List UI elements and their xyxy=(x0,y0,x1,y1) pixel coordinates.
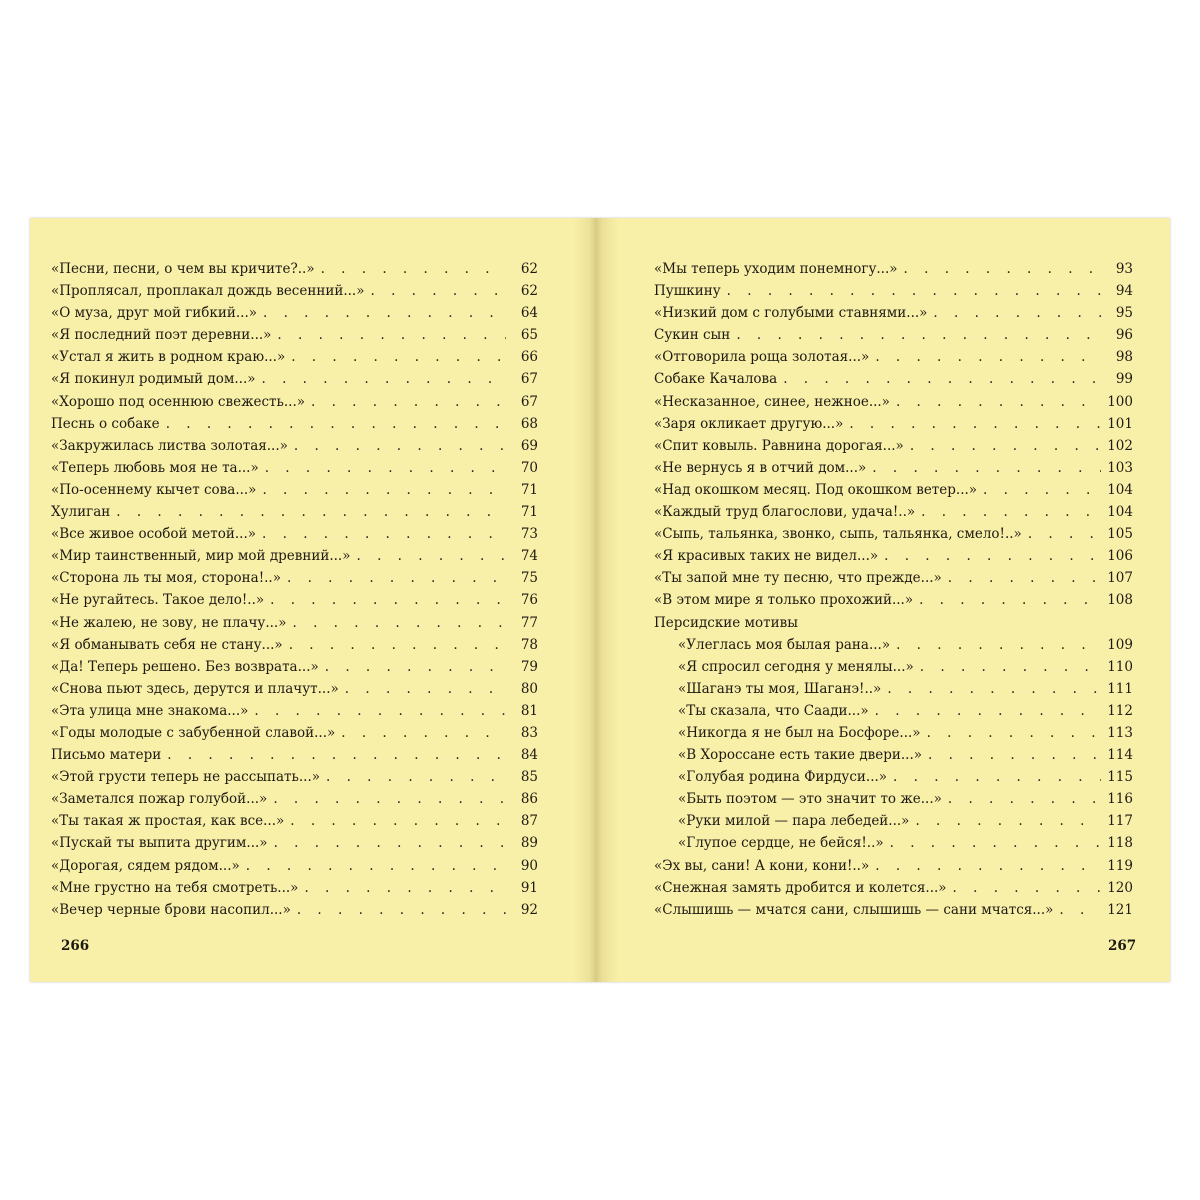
toc-entry xyxy=(51,324,538,346)
toc-entry-page-number: 116 xyxy=(1107,791,1133,808)
toc-entry-title: «Снежная замять дробится и колется...» xyxy=(654,879,947,896)
toc-entry-title: «Не вернусь я в отчий дом...» xyxy=(654,459,867,476)
toc-entry xyxy=(51,457,538,479)
toc-entry xyxy=(654,899,1133,921)
toc-entry xyxy=(654,258,1133,280)
toc-entry-title: «Сторона ль ты моя, сторона!..» xyxy=(51,570,281,587)
right-page xyxy=(654,258,1133,978)
toc-entry-page-number: 76 xyxy=(520,592,538,609)
toc-dot-leader xyxy=(254,700,506,722)
toc-dot-leader xyxy=(910,435,1101,457)
toc-entry xyxy=(51,766,538,788)
toc-entry-title: «Вечер черные брови насопил...» xyxy=(51,901,291,918)
toc-entry xyxy=(654,302,1133,324)
toc-entry xyxy=(654,545,1133,567)
toc-entry-title: «Несказанное, синее, нежное...» xyxy=(654,393,890,410)
toc-dot-leader xyxy=(904,258,1101,280)
toc-entry xyxy=(51,899,538,921)
toc-entry-page-number: 106 xyxy=(1107,548,1133,565)
toc-entry xyxy=(51,479,538,501)
toc-dot-leader xyxy=(928,744,1101,766)
toc-dot-leader xyxy=(167,744,506,766)
book-gutter xyxy=(574,218,618,982)
toc-entry xyxy=(654,810,1133,832)
toc-entry-title: Персидские мотивы xyxy=(654,614,798,631)
toc-entry-page-number: 118 xyxy=(1107,835,1133,852)
toc-entry-title: «Все живое особой метой...» xyxy=(51,526,257,543)
toc-entry-page-number: 114 xyxy=(1107,747,1133,764)
toc-entry xyxy=(51,523,538,545)
toc-dot-leader xyxy=(927,722,1101,744)
toc-entry-title: «Дорогая, сядем рядом...» xyxy=(51,857,240,874)
toc-entry-page-number: 110 xyxy=(1107,658,1133,675)
toc-entry-page-number: 90 xyxy=(520,857,538,874)
toc-entry-title: «В этом мире я только прохожий...» xyxy=(654,592,914,609)
toc-dot-leader xyxy=(273,788,506,810)
left-page-number: 266 xyxy=(61,938,90,954)
toc-entry xyxy=(51,656,538,678)
toc-dot-leader xyxy=(326,766,506,788)
toc-dot-leader xyxy=(263,302,506,324)
toc-dot-leader xyxy=(875,346,1101,368)
toc-entry xyxy=(654,457,1133,479)
toc-entry-page-number: 74 xyxy=(520,548,538,565)
toc-entry-title: «О муза, друг мой гибкий...» xyxy=(51,305,258,322)
toc-entry-page-number: 91 xyxy=(520,879,538,896)
toc-entry-title: «По-осеннему кычет сова...» xyxy=(51,481,257,498)
toc-entry-title: «Проплясал, проплакал дождь весенний...» xyxy=(51,283,365,300)
toc-dot-leader xyxy=(1059,899,1101,921)
toc-entry-page-number: 62 xyxy=(520,261,538,277)
toc-entry xyxy=(51,700,538,722)
toc-dot-leader xyxy=(727,280,1101,302)
toc-entry-page-number: 104 xyxy=(1107,481,1133,498)
toc-entry-title: Собаке Качалова xyxy=(654,371,778,388)
toc-entry xyxy=(654,700,1133,722)
toc-dot-leader xyxy=(262,368,506,390)
toc-entry-title: «Глупое сердце, не бейся!..» xyxy=(678,835,884,852)
toc-dot-leader xyxy=(325,656,506,678)
left-toc-list xyxy=(51,258,538,921)
toc-entry xyxy=(51,612,538,634)
toc-entry-title: «Мир таинственный, мир мой древний...» xyxy=(51,548,351,565)
toc-entry-title: «Ты сказала, что Саади...» xyxy=(678,702,869,719)
toc-entry xyxy=(51,744,538,766)
toc-entry xyxy=(654,567,1133,589)
toc-entry-page-number: 92 xyxy=(520,901,538,918)
toc-entry xyxy=(654,788,1133,810)
toc-entry xyxy=(51,302,538,324)
toc-dot-leader xyxy=(262,479,506,501)
toc-dot-leader xyxy=(875,855,1101,877)
toc-entry-title: «Я последний поэт деревни...» xyxy=(51,327,272,344)
toc-entry-title: «Низкий дом с голубыми ставнями...» xyxy=(654,305,928,322)
toc-dot-leader xyxy=(166,413,506,435)
toc-entry-title: «Мы теперь уходим понемногу...» xyxy=(654,261,898,277)
toc-entry-page-number: 89 xyxy=(520,835,538,852)
toc-dot-leader xyxy=(896,634,1101,656)
toc-entry-title: «Отговорила роща золотая...» xyxy=(654,349,870,366)
toc-entry-title: «В Хороссане есть такие двери...» xyxy=(678,747,922,764)
toc-dot-leader xyxy=(736,324,1101,346)
toc-entry-page-number: 109 xyxy=(1107,636,1133,653)
toc-entry-title: «Ты запой мне ту песню, что прежде...» xyxy=(654,570,942,587)
toc-entry-page-number: 121 xyxy=(1107,901,1133,918)
toc-entry xyxy=(654,479,1133,501)
toc-entry-title: «Каждый труд благослови, удача!..» xyxy=(654,504,916,521)
toc-entry xyxy=(51,280,538,302)
toc-entry-page-number: 103 xyxy=(1107,459,1133,476)
toc-entry-title: «Я обманывать себя не стану...» xyxy=(51,636,283,653)
toc-entry xyxy=(654,435,1133,457)
toc-entry-title: «Заря окликает другую...» xyxy=(654,415,844,432)
toc-entry xyxy=(51,567,538,589)
toc-entry xyxy=(654,855,1133,877)
toc-entry xyxy=(654,832,1133,854)
toc-entry-page-number: 113 xyxy=(1107,724,1133,741)
toc-entry xyxy=(51,634,538,656)
toc-entry-title: «Хорошо под осеннюю свежесть...» xyxy=(51,393,306,410)
toc-entry-page-number: 64 xyxy=(520,305,538,322)
toc-dot-leader xyxy=(311,391,506,413)
toc-entry-title: «Я покинул родимый дом...» xyxy=(51,371,256,388)
toc-entry xyxy=(51,877,538,899)
toc-dot-leader xyxy=(921,501,1101,523)
toc-entry xyxy=(654,678,1133,700)
toc-entry-title: Хулиган xyxy=(51,504,111,521)
toc-dot-leader xyxy=(274,832,506,854)
toc-dot-leader xyxy=(915,810,1101,832)
toc-dot-leader xyxy=(291,346,506,368)
toc-entry-title: «Эта улица мне знакома...» xyxy=(51,702,249,719)
toc-entry-title: «Я спросил сегодня у менялы...» xyxy=(678,658,914,675)
toc-entry-page-number: 66 xyxy=(520,349,538,366)
toc-entry-page-number: 93 xyxy=(1115,261,1133,277)
toc-entry xyxy=(51,258,538,280)
toc-entry-title: «Сыпь, тальянка, звонко, сыпь, тальянка, смело!..» xyxy=(654,526,1022,543)
toc-entry xyxy=(654,589,1133,611)
toc-dot-leader xyxy=(884,545,1101,567)
toc-entry xyxy=(654,324,1133,346)
toc-dot-leader xyxy=(893,766,1101,788)
toc-entry-page-number: 119 xyxy=(1107,857,1133,874)
toc-entry-page-number: 115 xyxy=(1107,769,1133,786)
toc-entry-title: «Не жалею, не зову, не плачу...» xyxy=(51,614,287,631)
toc-entry xyxy=(51,855,538,877)
toc-dot-leader xyxy=(783,368,1101,390)
toc-entry-page-number: 71 xyxy=(520,481,538,498)
toc-entry-title: «Эх вы, сани! А кони, кони!..» xyxy=(654,857,870,874)
toc-entry xyxy=(654,280,1133,302)
toc-entry xyxy=(51,678,538,700)
toc-dot-leader xyxy=(292,612,506,634)
toc-dot-leader xyxy=(262,523,506,545)
toc-dot-leader xyxy=(287,567,506,589)
toc-dot-leader xyxy=(277,324,506,346)
toc-entry-page-number: 84 xyxy=(520,747,538,764)
toc-dot-leader xyxy=(321,258,506,280)
toc-entry-title: Письмо матери xyxy=(51,747,162,764)
toc-dot-leader xyxy=(341,722,506,744)
toc-dot-leader xyxy=(948,567,1101,589)
toc-entry-page-number: 62 xyxy=(520,283,538,300)
toc-entry xyxy=(51,788,538,810)
toc-dot-leader xyxy=(953,877,1101,899)
toc-dot-leader xyxy=(896,391,1101,413)
toc-entry xyxy=(51,346,538,368)
toc-entry-title: Сукин сын xyxy=(654,327,731,344)
toc-entry-title: «Теперь любовь моя не та...» xyxy=(51,459,259,476)
toc-entry-title: «Спит ковыль. Равнина дорогая...» xyxy=(654,437,904,454)
toc-entry-page-number: 94 xyxy=(1115,283,1133,300)
toc-entry xyxy=(654,368,1133,390)
toc-entry-page-number: 70 xyxy=(520,459,538,476)
toc-entry-title: «Устал я жить в родном краю...» xyxy=(51,349,286,366)
toc-dot-leader xyxy=(1028,523,1101,545)
toc-dot-leader xyxy=(887,678,1101,700)
toc-dot-leader xyxy=(294,435,506,457)
toc-entry-title: «Заметался пожар голубой...» xyxy=(51,791,268,808)
right-page-number: 267 xyxy=(1108,938,1137,954)
toc-entry-page-number: 78 xyxy=(520,636,538,653)
toc-entry-page-number: 67 xyxy=(520,393,538,410)
toc-section-heading xyxy=(654,612,1133,634)
toc-entry xyxy=(654,523,1133,545)
toc-entry-title: «Улеглась моя былая рана...» xyxy=(678,636,891,653)
toc-entry-title: Песнь о собаке xyxy=(51,415,160,432)
toc-entry xyxy=(51,589,538,611)
toc-entry xyxy=(654,346,1133,368)
toc-entry-title: «Над окошком месяц. Под окошком ветер...» xyxy=(654,481,978,498)
toc-entry-page-number: 75 xyxy=(520,570,538,587)
toc-entry xyxy=(51,435,538,457)
toc-dot-leader xyxy=(948,788,1101,810)
toc-entry-page-number: 77 xyxy=(520,614,538,631)
toc-dot-leader xyxy=(920,656,1101,678)
toc-entry-page-number: 105 xyxy=(1107,526,1133,543)
toc-entry-page-number: 117 xyxy=(1107,813,1133,830)
toc-entry xyxy=(654,744,1133,766)
toc-dot-leader xyxy=(370,280,506,302)
toc-entry xyxy=(51,501,538,523)
toc-dot-leader xyxy=(289,634,506,656)
toc-entry-page-number: 111 xyxy=(1107,680,1133,697)
toc-dot-leader xyxy=(872,457,1101,479)
toc-entry xyxy=(654,766,1133,788)
toc-entry-page-number: 71 xyxy=(520,504,538,521)
toc-entry-title: «Руки милой — пара лебедей...» xyxy=(678,813,910,830)
toc-entry-page-number: 80 xyxy=(520,680,538,697)
toc-entry-title: «Быть поэтом — это значит то же...» xyxy=(678,791,942,808)
toc-entry-title: «Да! Теперь решено. Без возврата...» xyxy=(51,658,319,675)
toc-dot-leader xyxy=(345,678,506,700)
toc-entry xyxy=(51,545,538,567)
toc-dot-leader xyxy=(357,545,507,567)
toc-entry-page-number: 101 xyxy=(1107,415,1133,432)
toc-entry-page-number: 104 xyxy=(1107,504,1133,521)
toc-entry-title: «Снова пьют здесь, дерутся и плачут...» xyxy=(51,680,339,697)
toc-dot-leader xyxy=(297,899,506,921)
toc-entry xyxy=(654,634,1133,656)
toc-entry xyxy=(654,413,1133,435)
right-toc-list xyxy=(654,258,1133,921)
toc-entry-page-number: 87 xyxy=(520,813,538,830)
toc-entry xyxy=(51,413,538,435)
toc-dot-leader xyxy=(265,457,506,479)
toc-dot-leader xyxy=(919,589,1101,611)
toc-entry-page-number: 96 xyxy=(1115,327,1133,344)
toc-entry-title: Пушкину xyxy=(654,283,721,300)
toc-entry xyxy=(51,810,538,832)
toc-entry xyxy=(51,832,538,854)
toc-entry-page-number: 95 xyxy=(1115,305,1133,322)
toc-dot-leader xyxy=(890,832,1101,854)
toc-entry-page-number: 68 xyxy=(520,415,538,432)
toc-entry-title: «Никогда я не был на Босфоре...» xyxy=(678,724,921,741)
toc-entry-page-number: 102 xyxy=(1107,437,1133,454)
toc-entry-title: «Песни, песни, о чем вы кричите?..» xyxy=(51,261,315,277)
toc-entry xyxy=(51,391,538,413)
toc-entry-page-number: 98 xyxy=(1115,349,1133,366)
toc-entry-page-number: 107 xyxy=(1107,570,1133,587)
toc-entry-page-number: 99 xyxy=(1115,371,1133,388)
toc-dot-leader xyxy=(983,479,1101,501)
toc-entry-title: «Слышишь — мчатся сани, слышишь — сани мчатся...» xyxy=(654,901,1054,918)
toc-entry-title: «Голубая родина Фирдуси...» xyxy=(678,769,888,786)
toc-dot-leader xyxy=(246,855,506,877)
toc-entry-page-number: 112 xyxy=(1107,702,1133,719)
toc-entry-page-number: 79 xyxy=(520,658,538,675)
toc-entry-title: «Закружилась листва золотая...» xyxy=(51,437,288,454)
toc-dot-leader xyxy=(849,413,1101,435)
toc-entry-page-number: 120 xyxy=(1107,879,1133,896)
toc-dot-leader xyxy=(290,810,506,832)
toc-entry xyxy=(51,722,538,744)
book-spread xyxy=(30,218,1170,982)
toc-entry xyxy=(654,501,1133,523)
toc-entry-title: «Годы молодые с забубенной славой...» xyxy=(51,724,336,741)
toc-entry-page-number: 85 xyxy=(520,769,538,786)
toc-entry-title: «Ты такая ж простая, как все...» xyxy=(51,813,285,830)
toc-entry xyxy=(654,656,1133,678)
toc-entry-page-number: 86 xyxy=(520,791,538,808)
toc-entry xyxy=(51,368,538,390)
toc-entry-page-number: 73 xyxy=(520,526,538,543)
left-page xyxy=(51,258,538,978)
toc-entry-title: «Этой грусти теперь не рассыпать...» xyxy=(51,769,321,786)
toc-entry-title: «Я красивых таких не видел...» xyxy=(654,548,879,565)
toc-dot-leader xyxy=(304,877,506,899)
toc-entry-page-number: 108 xyxy=(1107,592,1133,609)
toc-entry-title: «Пускай ты выпита другим...» xyxy=(51,835,268,852)
toc-entry-page-number: 67 xyxy=(520,371,538,388)
toc-dot-leader xyxy=(116,501,506,523)
toc-entry xyxy=(654,722,1133,744)
toc-entry-page-number: 100 xyxy=(1107,393,1133,410)
toc-dot-leader xyxy=(875,700,1101,722)
toc-entry-page-number: 65 xyxy=(520,327,538,344)
toc-dot-leader xyxy=(270,589,506,611)
toc-entry-page-number: 83 xyxy=(520,724,538,741)
toc-entry-title: «Шаганэ ты моя, Шаганэ!..» xyxy=(678,680,882,697)
toc-entry-page-number: 81 xyxy=(520,702,538,719)
toc-entry xyxy=(654,391,1133,413)
toc-entry-title: «Мне грустно на тебя смотреть...» xyxy=(51,879,299,896)
toc-entry xyxy=(654,877,1133,899)
toc-dot-leader xyxy=(933,302,1101,324)
toc-entry-page-number: 69 xyxy=(520,437,538,454)
toc-entry-title: «Не ругайтесь. Такое дело!..» xyxy=(51,592,265,609)
